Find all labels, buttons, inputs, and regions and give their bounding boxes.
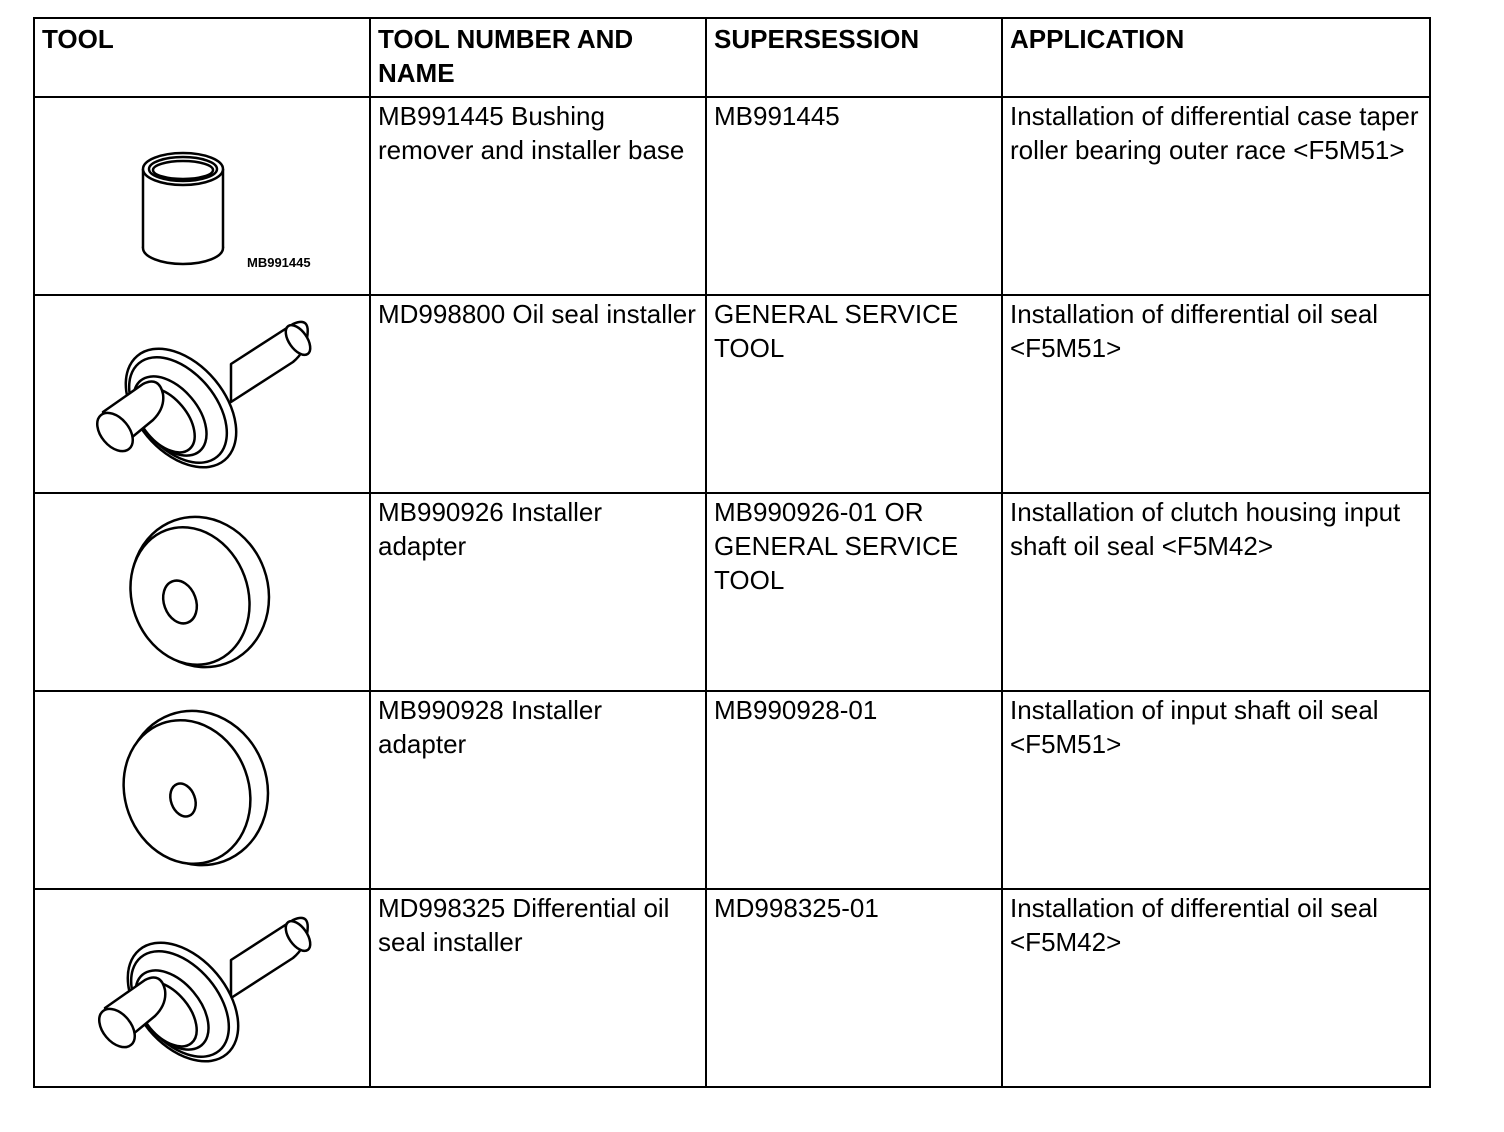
application (1002, 889, 1430, 1087)
tool-number-and-name (370, 889, 706, 1087)
supersession-text: MD998325-01 (714, 893, 879, 923)
application-text: Installation of differential case taper roller bearing outer race <F5M51> (1010, 101, 1419, 165)
tool-number-and-name-text: MB991445 Bushing remover and installer base (378, 101, 685, 165)
tool-number-and-name (370, 691, 706, 889)
application-text: Installation of clutch housing input shaft oil seal <F5M42> (1010, 497, 1401, 561)
table-row (34, 889, 1430, 1087)
supersession-text: MB990926-01 OR GENERAL SERVICE TOOL (714, 497, 959, 595)
tool-number-and-name-text: MD998800 Oil seal installer (378, 299, 696, 329)
supersession-text: GENERAL SERVICE TOOL (714, 299, 959, 363)
supersession (706, 97, 1002, 295)
tool-number-and-name-text: MB990926 Installer adapter (378, 497, 603, 561)
application-text: Installation of differential oil seal <F5M42> (1010, 893, 1379, 957)
oil-seal-installer-icon (35, 296, 369, 485)
supersession (706, 889, 1002, 1087)
header-application: APPLICATION (1002, 18, 1430, 97)
header-tool-number-and-name: TOOL NUMBER AND NAME (370, 18, 706, 97)
tool-image-cell (34, 889, 370, 1087)
tool-image-cell (34, 97, 370, 295)
application (1002, 691, 1430, 889)
installer-adapter-disc-icon (35, 494, 369, 683)
application (1002, 97, 1430, 295)
tool-number-and-name (370, 493, 706, 691)
tool-image-caption: MB991445 (247, 255, 311, 270)
tool-number-and-name-text: MB990928 Installer adapter (378, 695, 603, 759)
supersession-text: MB990928-01 (714, 695, 878, 725)
oil-seal-installer-icon (35, 890, 369, 1079)
application-text: Installation of input shaft oil seal <F5M51> (1010, 695, 1379, 759)
application (1002, 295, 1430, 493)
supersession (706, 295, 1002, 493)
table-row (34, 493, 1430, 691)
supersession (706, 493, 1002, 691)
table-row (34, 691, 1430, 889)
header-tool: TOOL (34, 18, 370, 97)
tool-image-cell (34, 493, 370, 691)
tool-number-and-name (370, 295, 706, 493)
tool-image-cell (34, 295, 370, 493)
installer-adapter-disc-icon (35, 692, 369, 881)
tool-number-and-name-text: MD998325 Differential oil seal installer (378, 893, 670, 957)
bushing-cylinder-icon (35, 98, 369, 287)
supersession (706, 691, 1002, 889)
header-supersession: SUPERSESSION (706, 18, 1002, 97)
application (1002, 493, 1430, 691)
application-text: Installation of differential oil seal <F5M51> (1010, 299, 1379, 363)
supersession-text: MB991445 (714, 101, 840, 131)
special-tools-table (33, 17, 1431, 1088)
table-row (34, 97, 1430, 295)
table-row (34, 295, 1430, 493)
tool-number-and-name (370, 97, 706, 295)
tool-image-cell (34, 691, 370, 889)
table-header-row (34, 18, 1430, 97)
